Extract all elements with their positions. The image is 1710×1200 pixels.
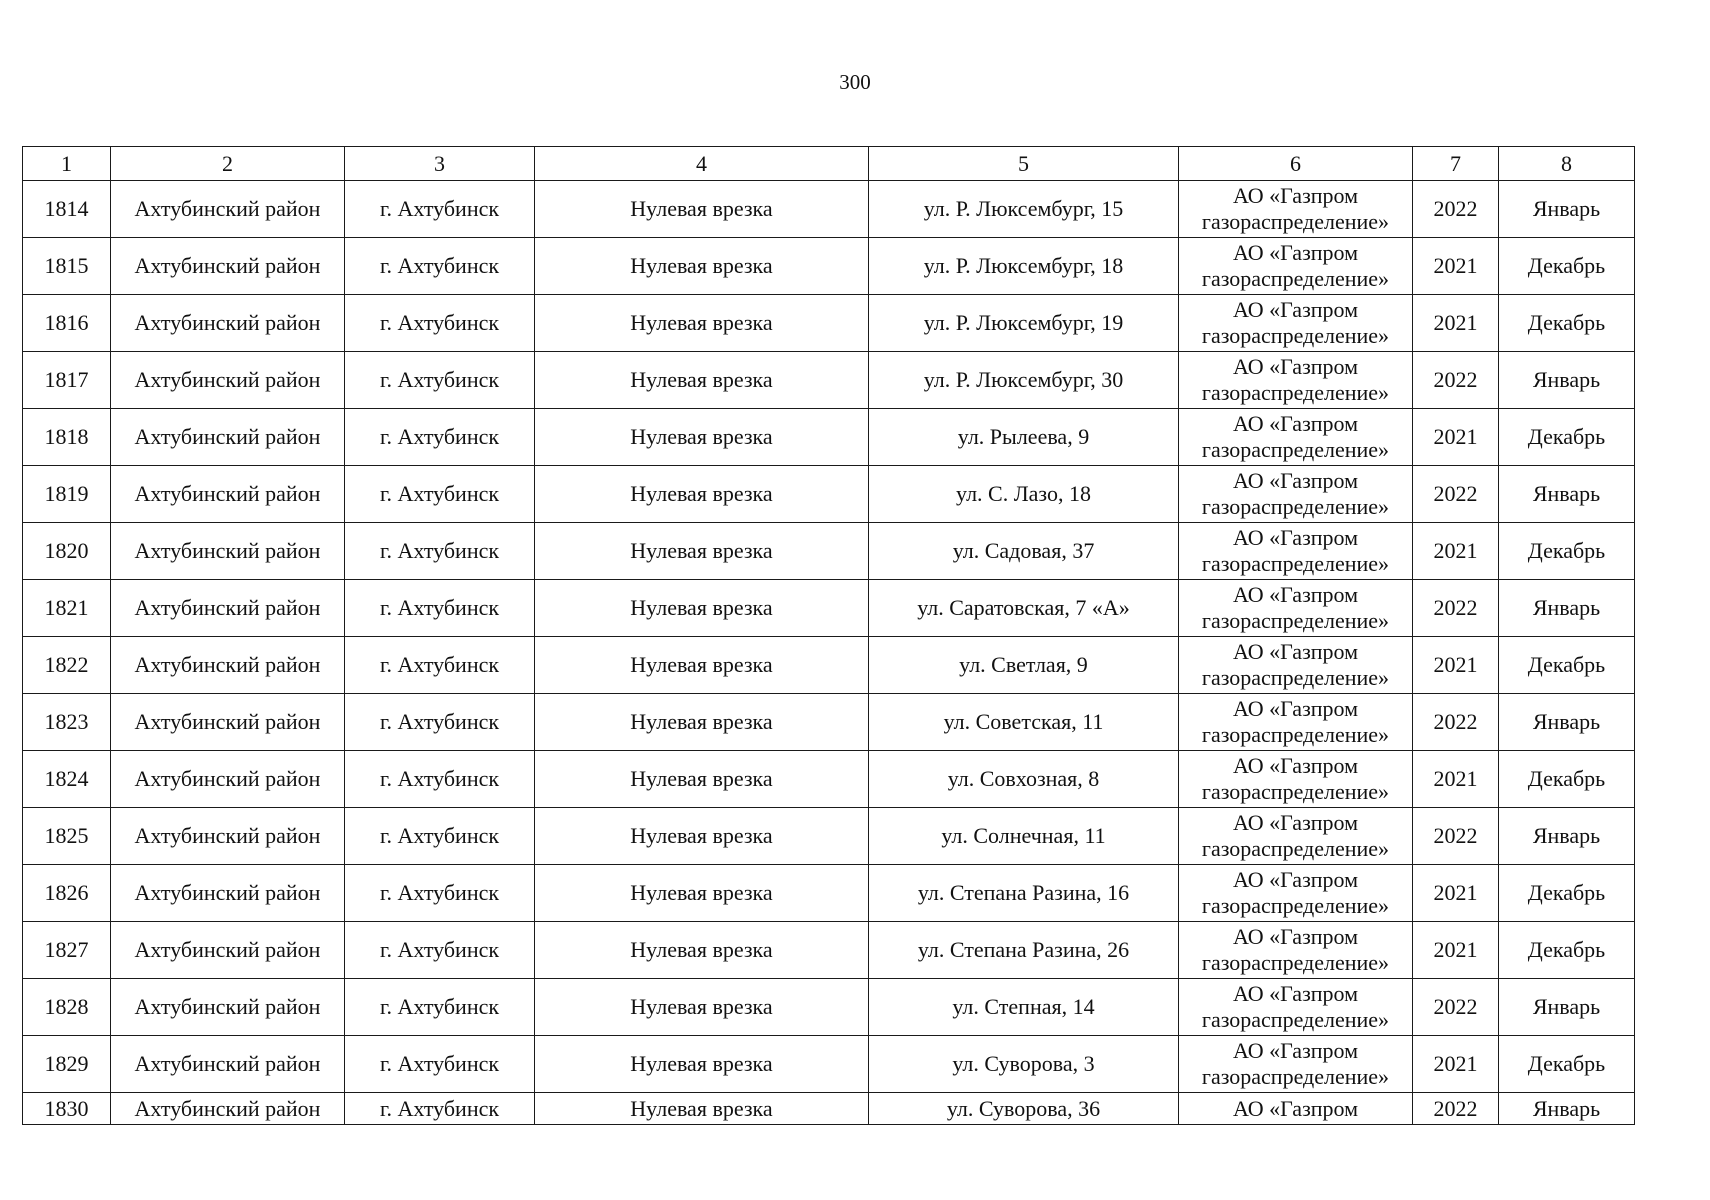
owner-cell (1179, 694, 1413, 751)
owner-line-1: АО «Газпром (1232, 924, 1359, 949)
work-type-cell: Нулевая врезка (535, 922, 869, 979)
owner-cell (1179, 808, 1413, 865)
month-cell: Январь (1499, 808, 1635, 865)
year-cell: 2022 (1413, 979, 1499, 1036)
owner-line-2: газораспределение» (1201, 1007, 1390, 1032)
locality-cell: г. Ахтубинск (345, 352, 535, 409)
table-row (23, 352, 1635, 409)
table-row (23, 1093, 1635, 1125)
owner-cell (1179, 865, 1413, 922)
row-number: 1814 (23, 181, 111, 238)
year-cell: 2022 (1413, 694, 1499, 751)
work-type-cell: Нулевая врезка (535, 352, 869, 409)
owner-line-2: газораспределение» (1201, 494, 1390, 519)
work-type-cell: Нулевая врезка (535, 181, 869, 238)
work-type-cell: Нулевая врезка (535, 580, 869, 637)
owner-line-2: газораспределение» (1201, 893, 1390, 918)
locality-cell: г. Ахтубинск (345, 295, 535, 352)
locality-cell: г. Ахтубинск (345, 238, 535, 295)
owner-cell (1179, 580, 1413, 637)
row-number: 1826 (23, 865, 111, 922)
owner-line-2: газораспределение» (1201, 551, 1390, 576)
address-cell: ул. Р. Люксембург, 30 (869, 352, 1179, 409)
owner-line-2: газораспределение» (1201, 437, 1390, 462)
work-type-cell: Нулевая врезка (535, 979, 869, 1036)
address-cell: ул. Р. Люксембург, 19 (869, 295, 1179, 352)
month-cell: Январь (1499, 181, 1635, 238)
owner-cell (1179, 181, 1413, 238)
locality-cell: г. Ахтубинск (345, 694, 535, 751)
address-cell: ул. Суворова, 36 (869, 1093, 1179, 1125)
owner-cell (1179, 637, 1413, 694)
work-type-cell: Нулевая врезка (535, 523, 869, 580)
locality-cell: г. Ахтубинск (345, 922, 535, 979)
owner-line-2: газораспределение» (1201, 665, 1390, 690)
month-cell: Декабрь (1499, 523, 1635, 580)
owner-cell (1179, 523, 1413, 580)
row-number: 1823 (23, 694, 111, 751)
address-cell: ул. Р. Люксембург, 15 (869, 181, 1179, 238)
column-header: 4 (535, 147, 869, 181)
locality-cell: г. Ахтубинск (345, 523, 535, 580)
address-cell: ул. Солнечная, 11 (869, 808, 1179, 865)
address-cell: ул. Саратовская, 7 «А» (869, 580, 1179, 637)
table-row (23, 466, 1635, 523)
year-cell: 2022 (1413, 1093, 1499, 1125)
month-cell: Декабрь (1499, 295, 1635, 352)
column-header: 3 (345, 147, 535, 181)
row-number: 1821 (23, 580, 111, 637)
work-type-cell: Нулевая врезка (535, 865, 869, 922)
owner-line-1: АО «Газпром (1232, 981, 1359, 1006)
year-cell: 2022 (1413, 466, 1499, 523)
district-cell: Ахтубинский район (111, 1093, 345, 1125)
district-cell: Ахтубинский район (111, 922, 345, 979)
owner-line-1: АО «Газпром (1232, 639, 1359, 664)
owner-line-2: газораспределение» (1201, 608, 1390, 633)
row-number: 1830 (23, 1093, 111, 1125)
table-row (23, 865, 1635, 922)
owner-line-2: газораспределение» (1201, 722, 1390, 747)
registry-table (22, 146, 1635, 1125)
address-cell: ул. Суворова, 3 (869, 1036, 1179, 1093)
work-type-cell: Нулевая врезка (535, 295, 869, 352)
work-type-cell: Нулевая врезка (535, 1093, 869, 1125)
row-number: 1819 (23, 466, 111, 523)
owner-cell (1179, 922, 1413, 979)
address-cell: ул. Садовая, 37 (869, 523, 1179, 580)
district-cell: Ахтубинский район (111, 352, 345, 409)
owner-line-2: газораспределение» (1201, 779, 1390, 804)
table-row (23, 694, 1635, 751)
row-number: 1822 (23, 637, 111, 694)
month-cell: Декабрь (1499, 637, 1635, 694)
year-cell: 2021 (1413, 637, 1499, 694)
district-cell: Ахтубинский район (111, 751, 345, 808)
row-number: 1820 (23, 523, 111, 580)
row-number: 1825 (23, 808, 111, 865)
year-cell: 2022 (1413, 580, 1499, 637)
owner-line-1: АО «Газпром (1232, 1038, 1359, 1063)
locality-cell: г. Ахтубинск (345, 580, 535, 637)
row-number: 1816 (23, 295, 111, 352)
owner-line-1: АО «Газпром (1232, 810, 1359, 835)
locality-cell: г. Ахтубинск (345, 751, 535, 808)
row-number: 1824 (23, 751, 111, 808)
address-cell: ул. Степана Разина, 26 (869, 922, 1179, 979)
district-cell: Ахтубинский район (111, 523, 345, 580)
table-row (23, 523, 1635, 580)
locality-cell: г. Ахтубинск (345, 1036, 535, 1093)
work-type-cell: Нулевая врезка (535, 1036, 869, 1093)
owner-line-1: АО «Газпром (1232, 582, 1359, 607)
month-cell: Декабрь (1499, 1036, 1635, 1093)
table-row (23, 808, 1635, 865)
month-cell: Декабрь (1499, 751, 1635, 808)
table-row (23, 979, 1635, 1036)
work-type-cell: Нулевая врезка (535, 751, 869, 808)
district-cell: Ахтубинский район (111, 466, 345, 523)
header-row (23, 147, 1635, 181)
work-type-cell: Нулевая врезка (535, 466, 869, 523)
year-cell: 2021 (1413, 409, 1499, 466)
owner-line-2: газораспределение» (1201, 1064, 1390, 1089)
table-row (23, 751, 1635, 808)
owner-cell (1179, 1093, 1413, 1125)
month-cell: Декабрь (1499, 865, 1635, 922)
owner-cell (1179, 409, 1413, 466)
year-cell: 2022 (1413, 181, 1499, 238)
owner-line-1: АО «Газпром (1232, 183, 1359, 208)
month-cell: Январь (1499, 694, 1635, 751)
table-row (23, 181, 1635, 238)
owner-cell (1179, 352, 1413, 409)
row-number: 1828 (23, 979, 111, 1036)
year-cell: 2021 (1413, 1036, 1499, 1093)
district-cell: Ахтубинский район (111, 979, 345, 1036)
owner-line-2: газораспределение» (1201, 323, 1390, 348)
owner-line-1: АО «Газпром (1232, 240, 1359, 265)
owner-line-1: АО «Газпром (1232, 1095, 1359, 1121)
row-number: 1817 (23, 352, 111, 409)
owner-cell (1179, 1036, 1413, 1093)
year-cell: 2022 (1413, 352, 1499, 409)
owner-line-2: газораспределение» (1201, 209, 1390, 234)
owner-line-2: газораспределение» (1201, 836, 1390, 861)
address-cell: ул. С. Лазо, 18 (869, 466, 1179, 523)
locality-cell: г. Ахтубинск (345, 1093, 535, 1125)
owner-line-2: газораспределение» (1201, 380, 1390, 405)
row-number: 1818 (23, 409, 111, 466)
owner-cell (1179, 751, 1413, 808)
owner-line-2: газораспределение» (1201, 266, 1390, 291)
owner-line-1: АО «Газпром (1232, 867, 1359, 892)
owner-line-1: АО «Газпром (1232, 525, 1359, 550)
locality-cell: г. Ахтубинск (345, 466, 535, 523)
locality-cell: г. Ахтубинск (345, 979, 535, 1036)
month-cell: Январь (1499, 352, 1635, 409)
district-cell: Ахтубинский район (111, 238, 345, 295)
column-header: 7 (1413, 147, 1499, 181)
address-cell: ул. Совхозная, 8 (869, 751, 1179, 808)
owner-line-1: АО «Газпром (1232, 468, 1359, 493)
locality-cell: г. Ахтубинск (345, 181, 535, 238)
address-cell: ул. Степная, 14 (869, 979, 1179, 1036)
year-cell: 2021 (1413, 922, 1499, 979)
month-cell: Декабрь (1499, 409, 1635, 466)
owner-cell (1179, 466, 1413, 523)
district-cell: Ахтубинский район (111, 808, 345, 865)
year-cell: 2021 (1413, 238, 1499, 295)
month-cell: Январь (1499, 580, 1635, 637)
table-row (23, 580, 1635, 637)
column-header: 6 (1179, 147, 1413, 181)
locality-cell: г. Ахтубинск (345, 637, 535, 694)
year-cell: 2021 (1413, 523, 1499, 580)
owner-line-1: АО «Газпром (1232, 753, 1359, 778)
work-type-cell: Нулевая врезка (535, 409, 869, 466)
district-cell: Ахтубинский район (111, 865, 345, 922)
work-type-cell: Нулевая врезка (535, 637, 869, 694)
month-cell: Декабрь (1499, 922, 1635, 979)
table-row (23, 922, 1635, 979)
row-number: 1827 (23, 922, 111, 979)
year-cell: 2021 (1413, 865, 1499, 922)
year-cell: 2021 (1413, 751, 1499, 808)
address-cell: ул. Советская, 11 (869, 694, 1179, 751)
table-row (23, 295, 1635, 352)
table-row (23, 637, 1635, 694)
work-type-cell: Нулевая врезка (535, 694, 869, 751)
work-type-cell: Нулевая врезка (535, 238, 869, 295)
district-cell: Ахтубинский район (111, 580, 345, 637)
table-row (23, 238, 1635, 295)
locality-cell: г. Ахтубинск (345, 865, 535, 922)
address-cell: ул. Р. Люксембург, 18 (869, 238, 1179, 295)
work-type-cell: Нулевая врезка (535, 808, 869, 865)
locality-cell: г. Ахтубинск (345, 808, 535, 865)
address-cell: ул. Степана Разина, 16 (869, 865, 1179, 922)
owner-cell (1179, 295, 1413, 352)
page-number: 300 (839, 70, 871, 94)
column-header: 2 (111, 147, 345, 181)
district-cell: Ахтубинский район (111, 181, 345, 238)
owner-line-2: газораспределение» (1201, 950, 1390, 975)
month-cell: Январь (1499, 979, 1635, 1036)
owner-line-1: АО «Газпром (1232, 411, 1359, 436)
district-cell: Ахтубинский район (111, 637, 345, 694)
row-number: 1815 (23, 238, 111, 295)
owner-line-1: АО «Газпром (1232, 354, 1359, 379)
column-header: 5 (869, 147, 1179, 181)
district-cell: Ахтубинский район (111, 1036, 345, 1093)
month-cell: Январь (1499, 466, 1635, 523)
address-cell: ул. Рылеева, 9 (869, 409, 1179, 466)
owner-cell (1179, 238, 1413, 295)
address-cell: ул. Светлая, 9 (869, 637, 1179, 694)
owner-line-1: АО «Газпром (1232, 696, 1359, 721)
table-row (23, 409, 1635, 466)
district-cell: Ахтубинский район (111, 694, 345, 751)
year-cell: 2022 (1413, 808, 1499, 865)
column-header: 1 (23, 147, 111, 181)
month-cell: Декабрь (1499, 238, 1635, 295)
district-cell: Ахтубинский район (111, 295, 345, 352)
table-row (23, 1036, 1635, 1093)
owner-cell (1179, 979, 1413, 1036)
owner-line-1: АО «Газпром (1232, 297, 1359, 322)
locality-cell: г. Ахтубинск (345, 409, 535, 466)
column-header: 8 (1499, 147, 1635, 181)
month-cell: Январь (1499, 1093, 1635, 1125)
district-cell: Ахтубинский район (111, 409, 345, 466)
year-cell: 2021 (1413, 295, 1499, 352)
row-number: 1829 (23, 1036, 111, 1093)
